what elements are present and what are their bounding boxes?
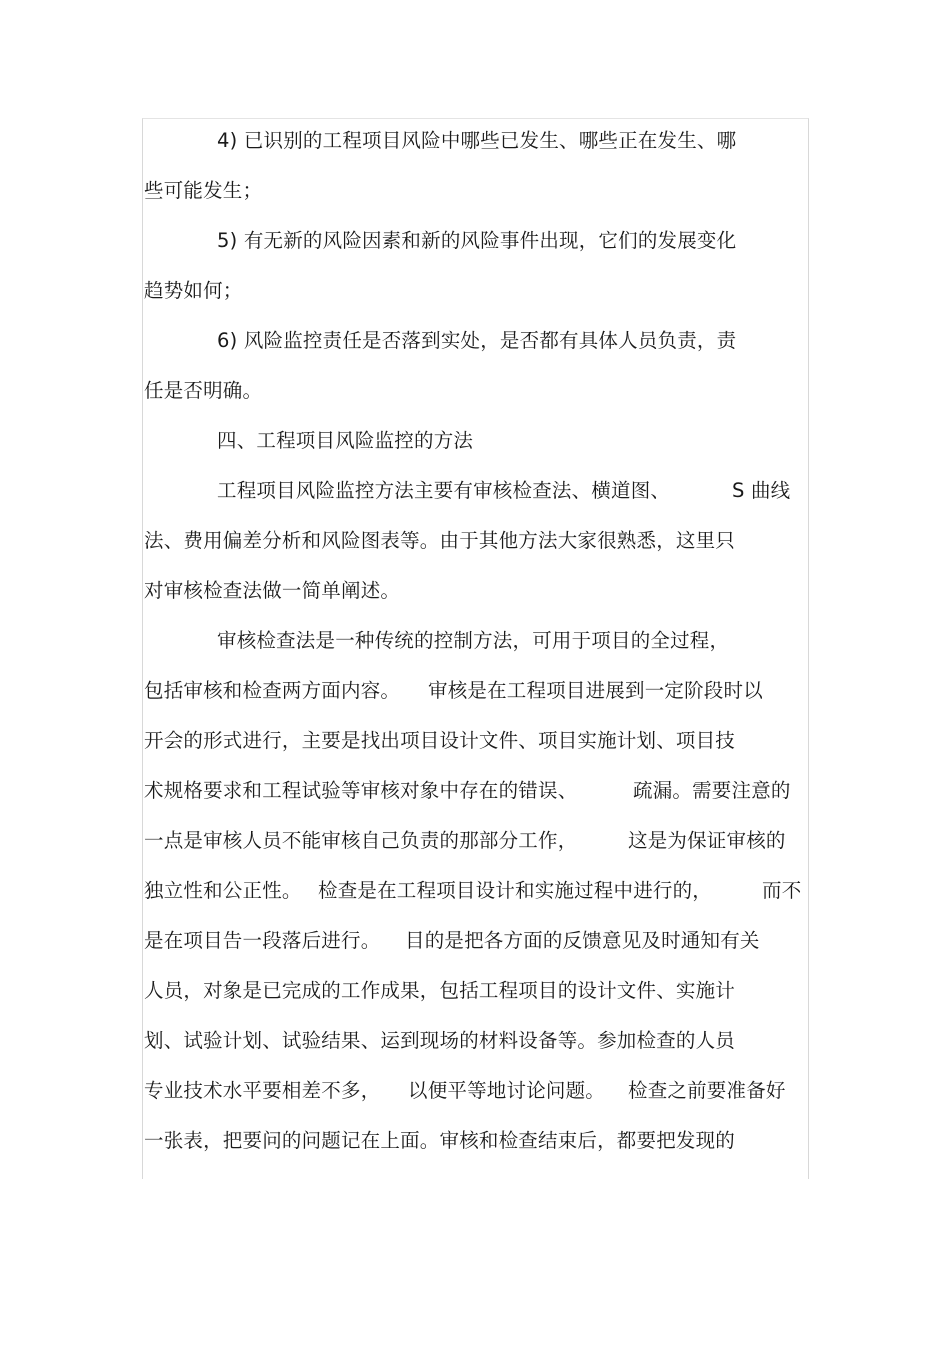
text-segment: 独立性和公正性。 [144, 879, 302, 902]
text-line [144, 774, 806, 808]
text-line: 趋势如何； [144, 279, 243, 302]
text-line: 对审核检查法做一简单阐述。 [144, 579, 401, 602]
text-segment: 检查之前要准备好 [628, 1079, 786, 1102]
text-line: 人员，对象是已完成的工作成果，包括工程项目的设计文件、实施计 [144, 979, 736, 1002]
text-line [217, 474, 807, 508]
text-segment: 术规格要求和工程试验等审核对象中存在的错误、 [144, 779, 578, 802]
text-segment: 包括审核和检查两方面内容。 [144, 679, 401, 702]
text-line: 6) 风险监控责任是否落到实处，是否都有具体人员负责，责 [217, 329, 737, 352]
text-segment: 是在项目告一段落后进行。 [144, 929, 381, 952]
text-line: 开会的形式进行，主要是找出项目设计文件、项目实施计划、项目技 [144, 729, 736, 752]
text-segment: 审核是在工程项目进展到一定阶段时以 [428, 679, 763, 702]
text-segment: 疏漏。需要注意的 [633, 779, 791, 802]
text-segment: 工程项目风险监控方法主要有审核检查法、横道图、 [217, 479, 671, 502]
text-segment: 这是为保证审核的 [628, 829, 786, 852]
text-line [144, 924, 806, 958]
text-segment: S 曲线 [732, 479, 791, 502]
section-heading: 四、工程项目风险监控的方法 [217, 429, 474, 452]
text-line [144, 874, 806, 908]
text-segment: 检查是在工程项目设计和实施过程中进行的， [318, 879, 713, 902]
text-line [144, 824, 806, 858]
text-line: 5) 有无新的风险因素和新的风险事件出现，它们的发展变化 [217, 229, 737, 252]
text-line [144, 1074, 806, 1108]
text-line: 4) 已识别的工程项目风险中哪些已发生、哪些正在发生、哪 [217, 129, 737, 152]
text-segment: 目的是把各方面的反馈意见及时通知有关 [405, 929, 760, 952]
text-line: 审核检查法是一种传统的控制方法，可用于项目的全过程， [217, 629, 730, 652]
text-line: 些可能发生； [144, 179, 263, 202]
text-segment: 而不 [762, 879, 802, 902]
text-line: 法、费用偏差分析和风险图表等。由于其他方法大家很熟悉，这里只 [144, 529, 736, 552]
text-segment: 以便平等地讨论问题。 [408, 1079, 606, 1102]
text-line: 一张表，把要问的问题记在上面。审核和检查结束后，都要把发现的 [144, 1129, 736, 1152]
text-line [144, 674, 806, 708]
text-segment: 一点是审核人员不能审核自己负责的那部分工作， [144, 829, 578, 852]
text-line: 任是否明确。 [144, 379, 263, 402]
text-segment: 专业技术水平要相差不多， [144, 1079, 381, 1102]
text-line: 划、试验计划、试验结果、运到现场的材料设备等。参加检查的人员 [144, 1029, 736, 1052]
